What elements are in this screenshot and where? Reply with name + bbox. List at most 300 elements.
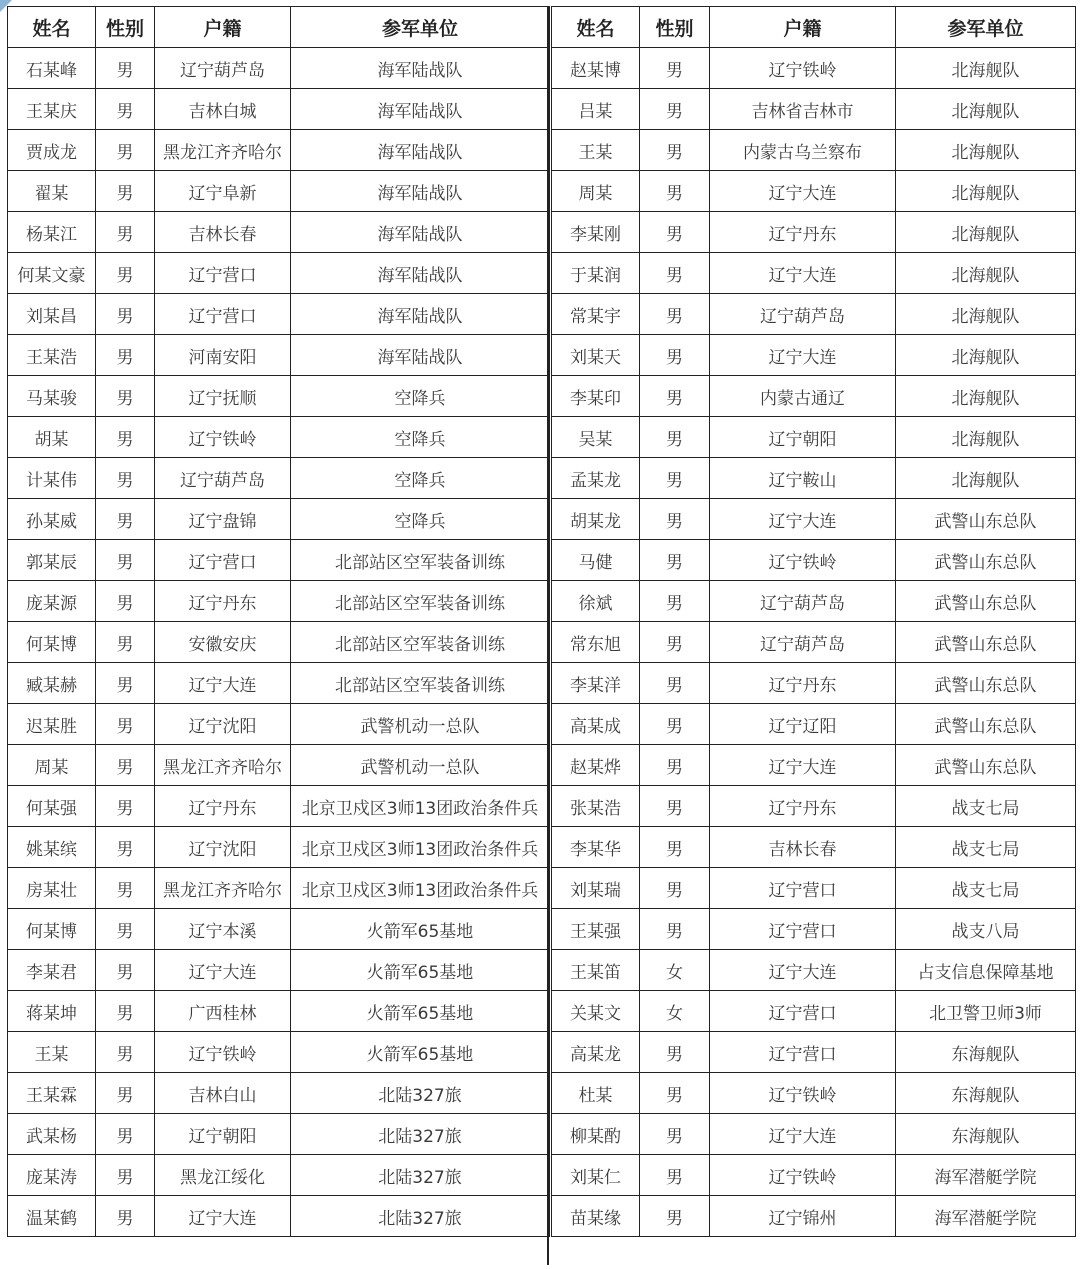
cell-hometown: 辽宁大连 xyxy=(710,1114,896,1155)
cell-name: 李某君 xyxy=(8,950,96,991)
cell-name: 王某霖 xyxy=(8,1073,96,1114)
cell-unit: 北海舰队 xyxy=(896,89,1076,130)
cell-gender: 男 xyxy=(640,130,710,171)
cell-gender: 男 xyxy=(640,827,710,868)
cell-unit: 北部站区空军装备训练 xyxy=(291,540,550,581)
cell-unit: 海军陆战队 xyxy=(291,335,550,376)
table-row xyxy=(8,540,550,581)
table-row xyxy=(8,1073,550,1114)
cell-hometown: 辽宁朝阳 xyxy=(155,1114,291,1155)
cell-unit: 武警山东总队 xyxy=(896,704,1076,745)
cell-unit: 空降兵 xyxy=(291,417,550,458)
cell-unit: 战支七局 xyxy=(896,868,1076,909)
cell-gender: 男 xyxy=(96,622,155,663)
cell-hometown: 黑龙江绥化 xyxy=(155,1155,291,1196)
cell-hometown: 吉林白城 xyxy=(155,89,291,130)
cell-name: 翟某 xyxy=(8,171,96,212)
cell-name: 何某博 xyxy=(8,909,96,950)
cell-name: 高某成 xyxy=(552,704,640,745)
cell-name: 王某 xyxy=(8,1032,96,1073)
cell-gender: 男 xyxy=(640,417,710,458)
table-row xyxy=(8,581,550,622)
table-row xyxy=(552,704,1076,745)
cell-name: 计某伟 xyxy=(8,458,96,499)
cell-hometown: 辽宁锦州 xyxy=(710,1196,896,1237)
table-row xyxy=(8,827,550,868)
cell-gender: 男 xyxy=(640,540,710,581)
cell-hometown: 辽宁大连 xyxy=(710,171,896,212)
cell-gender: 男 xyxy=(96,335,155,376)
table-row xyxy=(552,1114,1076,1155)
cell-hometown: 辽宁铁岭 xyxy=(710,1155,896,1196)
cell-hometown: 内蒙古乌兰察布 xyxy=(710,130,896,171)
cell-name: 周某 xyxy=(8,745,96,786)
cell-name: 杜某 xyxy=(552,1073,640,1114)
cell-name: 庞某涛 xyxy=(8,1155,96,1196)
cell-name: 胡某 xyxy=(8,417,96,458)
header-unit: 参军单位 xyxy=(896,7,1076,48)
cell-gender: 男 xyxy=(96,868,155,909)
cell-name: 王某笛 xyxy=(552,950,640,991)
cell-unit: 北海舰队 xyxy=(896,253,1076,294)
cell-gender: 男 xyxy=(96,1073,155,1114)
table-row xyxy=(8,1155,550,1196)
cell-gender: 男 xyxy=(96,130,155,171)
cell-name: 何某强 xyxy=(8,786,96,827)
cell-name: 苗某缘 xyxy=(552,1196,640,1237)
cell-name: 温某鹤 xyxy=(8,1196,96,1237)
cell-gender: 男 xyxy=(96,1196,155,1237)
cell-unit: 海军陆战队 xyxy=(291,48,550,89)
cell-unit: 武警山东总队 xyxy=(896,540,1076,581)
cell-unit: 火箭军65基地 xyxy=(291,991,550,1032)
cell-hometown: 辽宁阜新 xyxy=(155,171,291,212)
cell-unit: 北海舰队 xyxy=(896,376,1076,417)
table-row xyxy=(552,130,1076,171)
table-row xyxy=(8,950,550,991)
cell-gender: 男 xyxy=(96,909,155,950)
cell-hometown: 安徽安庆 xyxy=(155,622,291,663)
roster-table-right xyxy=(551,6,1076,1237)
cell-gender: 男 xyxy=(96,171,155,212)
cell-hometown: 辽宁大连 xyxy=(710,950,896,991)
cell-gender: 男 xyxy=(96,89,155,130)
cell-gender: 男 xyxy=(96,745,155,786)
cell-unit: 武警山东总队 xyxy=(896,622,1076,663)
table-row xyxy=(8,253,550,294)
header-hometown: 户籍 xyxy=(155,7,291,48)
cell-name: 刘某瑞 xyxy=(552,868,640,909)
table-row xyxy=(8,1032,550,1073)
cell-gender: 男 xyxy=(96,294,155,335)
table-row xyxy=(552,499,1076,540)
cell-unit: 空降兵 xyxy=(291,458,550,499)
table-row xyxy=(8,622,550,663)
cell-unit: 北京卫戍区3师13团政治条件兵 xyxy=(291,868,550,909)
table-row xyxy=(552,376,1076,417)
cell-unit: 北部站区空军装备训练 xyxy=(291,663,550,704)
cell-hometown: 吉林白山 xyxy=(155,1073,291,1114)
cell-gender: 男 xyxy=(640,212,710,253)
cell-gender: 男 xyxy=(640,909,710,950)
cell-unit: 空降兵 xyxy=(291,499,550,540)
cell-gender: 男 xyxy=(96,458,155,499)
table-row xyxy=(552,991,1076,1032)
header-row xyxy=(8,7,550,48)
table-row xyxy=(552,909,1076,950)
cell-gender: 男 xyxy=(96,991,155,1032)
cell-name: 胡某龙 xyxy=(552,499,640,540)
cell-name: 迟某胜 xyxy=(8,704,96,745)
cell-name: 孟某龙 xyxy=(552,458,640,499)
table-row xyxy=(8,294,550,335)
cell-gender: 男 xyxy=(640,1073,710,1114)
cell-hometown: 辽宁葫芦岛 xyxy=(710,622,896,663)
table-row xyxy=(552,1073,1076,1114)
cell-name: 王某庆 xyxy=(8,89,96,130)
cell-name: 臧某赫 xyxy=(8,663,96,704)
cell-hometown: 辽宁抚顺 xyxy=(155,376,291,417)
table-row xyxy=(8,663,550,704)
cell-hometown: 辽宁朝阳 xyxy=(710,417,896,458)
cell-name: 武某杨 xyxy=(8,1114,96,1155)
cell-gender: 男 xyxy=(96,827,155,868)
header-gender: 性别 xyxy=(96,7,155,48)
cell-name: 李某刚 xyxy=(552,212,640,253)
header-row xyxy=(552,7,1076,48)
header-name: 姓名 xyxy=(8,7,96,48)
cell-unit: 海军陆战队 xyxy=(291,130,550,171)
cell-name: 常某宇 xyxy=(552,294,640,335)
cell-unit: 空降兵 xyxy=(291,376,550,417)
cell-gender: 男 xyxy=(640,499,710,540)
cell-hometown: 辽宁铁岭 xyxy=(710,540,896,581)
cell-gender: 男 xyxy=(96,499,155,540)
cell-unit: 火箭军65基地 xyxy=(291,909,550,950)
table-row xyxy=(552,663,1076,704)
cell-hometown: 辽宁铁岭 xyxy=(710,48,896,89)
cell-hometown: 辽宁铁岭 xyxy=(710,1073,896,1114)
cell-unit: 北海舰队 xyxy=(896,417,1076,458)
cell-unit: 北部站区空军装备训练 xyxy=(291,622,550,663)
table-row xyxy=(8,1114,550,1155)
cell-hometown: 辽宁铁岭 xyxy=(155,417,291,458)
table-row xyxy=(8,868,550,909)
cell-gender: 男 xyxy=(96,540,155,581)
cell-hometown: 辽宁丹东 xyxy=(710,212,896,253)
table-row xyxy=(8,376,550,417)
table-row xyxy=(552,540,1076,581)
cell-hometown: 辽宁丹东 xyxy=(710,786,896,827)
table-row xyxy=(8,499,550,540)
cell-hometown: 辽宁营口 xyxy=(155,253,291,294)
cell-name: 李某洋 xyxy=(552,663,640,704)
header-unit: 参军单位 xyxy=(291,7,550,48)
cell-hometown: 黑龙江齐齐哈尔 xyxy=(155,130,291,171)
table-row xyxy=(8,89,550,130)
cell-hometown: 吉林省吉林市 xyxy=(710,89,896,130)
cell-hometown: 辽宁丹东 xyxy=(155,786,291,827)
cell-name: 吕某 xyxy=(552,89,640,130)
table-row xyxy=(552,745,1076,786)
table-row xyxy=(552,868,1076,909)
table-row xyxy=(8,745,550,786)
cell-hometown: 辽宁营口 xyxy=(710,991,896,1032)
cell-gender: 女 xyxy=(640,950,710,991)
cell-unit: 武警山东总队 xyxy=(896,745,1076,786)
roster-table-left xyxy=(7,6,550,1237)
table-row xyxy=(552,253,1076,294)
table-row xyxy=(552,417,1076,458)
table-row xyxy=(552,171,1076,212)
cell-name: 孙某威 xyxy=(8,499,96,540)
cell-gender: 男 xyxy=(96,950,155,991)
cell-unit: 战支七局 xyxy=(896,786,1076,827)
table-row xyxy=(552,89,1076,130)
cell-unit: 海军陆战队 xyxy=(291,171,550,212)
table-row xyxy=(552,786,1076,827)
cell-hometown: 辽宁大连 xyxy=(155,663,291,704)
cell-name: 关某文 xyxy=(552,991,640,1032)
cell-name: 郭某辰 xyxy=(8,540,96,581)
cell-unit: 占支信息保障基地 xyxy=(896,950,1076,991)
cell-gender: 男 xyxy=(96,376,155,417)
cell-gender: 男 xyxy=(96,1032,155,1073)
cell-hometown: 吉林长春 xyxy=(155,212,291,253)
cell-name: 刘某仁 xyxy=(552,1155,640,1196)
cell-hometown: 辽宁大连 xyxy=(155,1196,291,1237)
cell-gender: 男 xyxy=(640,745,710,786)
table-row xyxy=(8,704,550,745)
cell-hometown: 辽宁大连 xyxy=(155,950,291,991)
cell-unit: 北海舰队 xyxy=(896,130,1076,171)
cell-unit: 战支八局 xyxy=(896,909,1076,950)
cell-unit: 北卫警卫师3师 xyxy=(896,991,1076,1032)
cell-gender: 男 xyxy=(96,253,155,294)
cell-gender: 男 xyxy=(640,1114,710,1155)
cell-hometown: 辽宁葫芦岛 xyxy=(710,294,896,335)
table-row xyxy=(8,1196,550,1237)
table-row xyxy=(8,417,550,458)
table-row xyxy=(552,1032,1076,1073)
cell-unit: 北陆327旅 xyxy=(291,1114,550,1155)
cell-gender: 女 xyxy=(640,991,710,1032)
cell-hometown: 辽宁葫芦岛 xyxy=(155,48,291,89)
cell-name: 周某 xyxy=(552,171,640,212)
cell-gender: 男 xyxy=(640,335,710,376)
cell-hometown: 吉林长春 xyxy=(710,827,896,868)
cell-gender: 男 xyxy=(96,417,155,458)
cell-unit: 战支七局 xyxy=(896,827,1076,868)
cell-gender: 男 xyxy=(96,704,155,745)
cell-name: 姚某缤 xyxy=(8,827,96,868)
header-gender: 性别 xyxy=(640,7,710,48)
cell-unit: 武警山东总队 xyxy=(896,581,1076,622)
cell-hometown: 辽宁丹东 xyxy=(710,663,896,704)
cell-unit: 火箭军65基地 xyxy=(291,1032,550,1073)
cell-gender: 男 xyxy=(640,868,710,909)
cell-hometown: 辽宁沈阳 xyxy=(155,827,291,868)
cell-hometown: 黑龙江齐齐哈尔 xyxy=(155,745,291,786)
cell-unit: 海军潜艇学院 xyxy=(896,1155,1076,1196)
cell-unit: 北海舰队 xyxy=(896,335,1076,376)
header-name: 姓名 xyxy=(552,7,640,48)
cell-unit: 北海舰队 xyxy=(896,48,1076,89)
table-row xyxy=(8,171,550,212)
cell-name: 刘某天 xyxy=(552,335,640,376)
cell-gender: 男 xyxy=(640,1196,710,1237)
cell-hometown: 辽宁营口 xyxy=(155,294,291,335)
cell-name: 李某华 xyxy=(552,827,640,868)
cell-unit: 东海舰队 xyxy=(896,1032,1076,1073)
cell-unit: 东海舰队 xyxy=(896,1073,1076,1114)
cell-hometown: 辽宁营口 xyxy=(710,1032,896,1073)
cell-unit: 北陆327旅 xyxy=(291,1196,550,1237)
table-row xyxy=(552,950,1076,991)
cell-gender: 男 xyxy=(640,786,710,827)
cell-name: 李某印 xyxy=(552,376,640,417)
table-row xyxy=(552,48,1076,89)
cell-name: 庞某源 xyxy=(8,581,96,622)
table-row xyxy=(552,335,1076,376)
table-row xyxy=(552,212,1076,253)
cell-hometown: 辽宁营口 xyxy=(710,868,896,909)
cell-unit: 武警山东总队 xyxy=(896,663,1076,704)
cell-unit: 火箭军65基地 xyxy=(291,950,550,991)
cell-name: 徐斌 xyxy=(552,581,640,622)
cell-name: 蒋某坤 xyxy=(8,991,96,1032)
table-row xyxy=(8,48,550,89)
cell-hometown: 辽宁营口 xyxy=(710,909,896,950)
cell-unit: 北陆327旅 xyxy=(291,1073,550,1114)
cell-name: 杨某江 xyxy=(8,212,96,253)
cell-hometown: 河南安阳 xyxy=(155,335,291,376)
cell-name: 王某浩 xyxy=(8,335,96,376)
cell-unit: 海军陆战队 xyxy=(291,212,550,253)
cell-unit: 海军潜艇学院 xyxy=(896,1196,1076,1237)
cell-name: 马健 xyxy=(552,540,640,581)
cell-hometown: 内蒙古通辽 xyxy=(710,376,896,417)
table-row xyxy=(552,827,1076,868)
table-row xyxy=(552,294,1076,335)
cell-hometown: 辽宁丹东 xyxy=(155,581,291,622)
cell-unit: 东海舰队 xyxy=(896,1114,1076,1155)
cell-name: 王某强 xyxy=(552,909,640,950)
cell-gender: 男 xyxy=(640,622,710,663)
cell-hometown: 辽宁葫芦岛 xyxy=(155,458,291,499)
table-row xyxy=(552,1155,1076,1196)
cell-unit: 海军陆战队 xyxy=(291,89,550,130)
cell-gender: 男 xyxy=(640,704,710,745)
cell-gender: 男 xyxy=(96,212,155,253)
cell-name: 石某峰 xyxy=(8,48,96,89)
table-row xyxy=(8,458,550,499)
header-hometown: 户籍 xyxy=(710,7,896,48)
cell-name: 于某润 xyxy=(552,253,640,294)
cell-name: 常东旭 xyxy=(552,622,640,663)
cell-unit: 北海舰队 xyxy=(896,171,1076,212)
cell-gender: 男 xyxy=(640,48,710,89)
cell-gender: 男 xyxy=(640,1155,710,1196)
cell-name: 刘某昌 xyxy=(8,294,96,335)
cell-name: 张某浩 xyxy=(552,786,640,827)
cell-hometown: 辽宁营口 xyxy=(155,540,291,581)
cell-hometown: 辽宁葫芦岛 xyxy=(710,581,896,622)
cell-gender: 男 xyxy=(96,1155,155,1196)
table-row xyxy=(8,909,550,950)
table-row xyxy=(552,622,1076,663)
cell-name: 王某 xyxy=(552,130,640,171)
cell-gender: 男 xyxy=(640,581,710,622)
cell-unit: 北京卫戍区3师13团政治条件兵 xyxy=(291,786,550,827)
cell-gender: 男 xyxy=(96,581,155,622)
cell-unit: 武警机动一总队 xyxy=(291,745,550,786)
cell-name: 高某龙 xyxy=(552,1032,640,1073)
cell-gender: 男 xyxy=(96,1114,155,1155)
cell-unit: 北部站区空军装备训练 xyxy=(291,581,550,622)
table-row xyxy=(8,991,550,1032)
cell-name: 何某博 xyxy=(8,622,96,663)
cell-unit: 北京卫戍区3师13团政治条件兵 xyxy=(291,827,550,868)
table-divider xyxy=(547,6,549,1265)
cell-unit: 武警机动一总队 xyxy=(291,704,550,745)
cell-gender: 男 xyxy=(640,458,710,499)
table-row xyxy=(552,458,1076,499)
table-row xyxy=(552,581,1076,622)
cell-gender: 男 xyxy=(640,171,710,212)
cell-unit: 海军陆战队 xyxy=(291,253,550,294)
cell-gender: 男 xyxy=(640,89,710,130)
cell-hometown: 黑龙江齐齐哈尔 xyxy=(155,868,291,909)
cell-gender: 男 xyxy=(640,663,710,704)
cell-gender: 男 xyxy=(96,663,155,704)
cell-gender: 男 xyxy=(640,253,710,294)
cell-gender: 男 xyxy=(640,376,710,417)
table-row xyxy=(8,212,550,253)
cell-unit: 北陆327旅 xyxy=(291,1155,550,1196)
cell-hometown: 辽宁铁岭 xyxy=(155,1032,291,1073)
cell-gender: 男 xyxy=(640,294,710,335)
cell-name: 赵某博 xyxy=(552,48,640,89)
cell-name: 何某文豪 xyxy=(8,253,96,294)
cell-unit: 海军陆战队 xyxy=(291,294,550,335)
cell-hometown: 辽宁大连 xyxy=(710,253,896,294)
cell-name: 吴某 xyxy=(552,417,640,458)
cell-name: 马某骏 xyxy=(8,376,96,417)
cell-hometown: 辽宁大连 xyxy=(710,745,896,786)
cell-hometown: 广西桂林 xyxy=(155,991,291,1032)
cell-name: 贾成龙 xyxy=(8,130,96,171)
cell-unit: 北海舰队 xyxy=(896,458,1076,499)
table-row xyxy=(552,1196,1076,1237)
cell-hometown: 辽宁沈阳 xyxy=(155,704,291,745)
cell-name: 柳某酌 xyxy=(552,1114,640,1155)
cell-unit: 北海舰队 xyxy=(896,212,1076,253)
cell-gender: 男 xyxy=(640,1032,710,1073)
cell-unit: 北海舰队 xyxy=(896,294,1076,335)
cell-unit: 武警山东总队 xyxy=(896,499,1076,540)
cell-gender: 男 xyxy=(96,786,155,827)
cell-hometown: 辽宁本溪 xyxy=(155,909,291,950)
table-row xyxy=(8,335,550,376)
cell-gender: 男 xyxy=(96,48,155,89)
cell-hometown: 辽宁辽阳 xyxy=(710,704,896,745)
cell-hometown: 辽宁鞍山 xyxy=(710,458,896,499)
cell-hometown: 辽宁大连 xyxy=(710,499,896,540)
cell-hometown: 辽宁盘锦 xyxy=(155,499,291,540)
table-row xyxy=(8,786,550,827)
cell-name: 赵某烨 xyxy=(552,745,640,786)
